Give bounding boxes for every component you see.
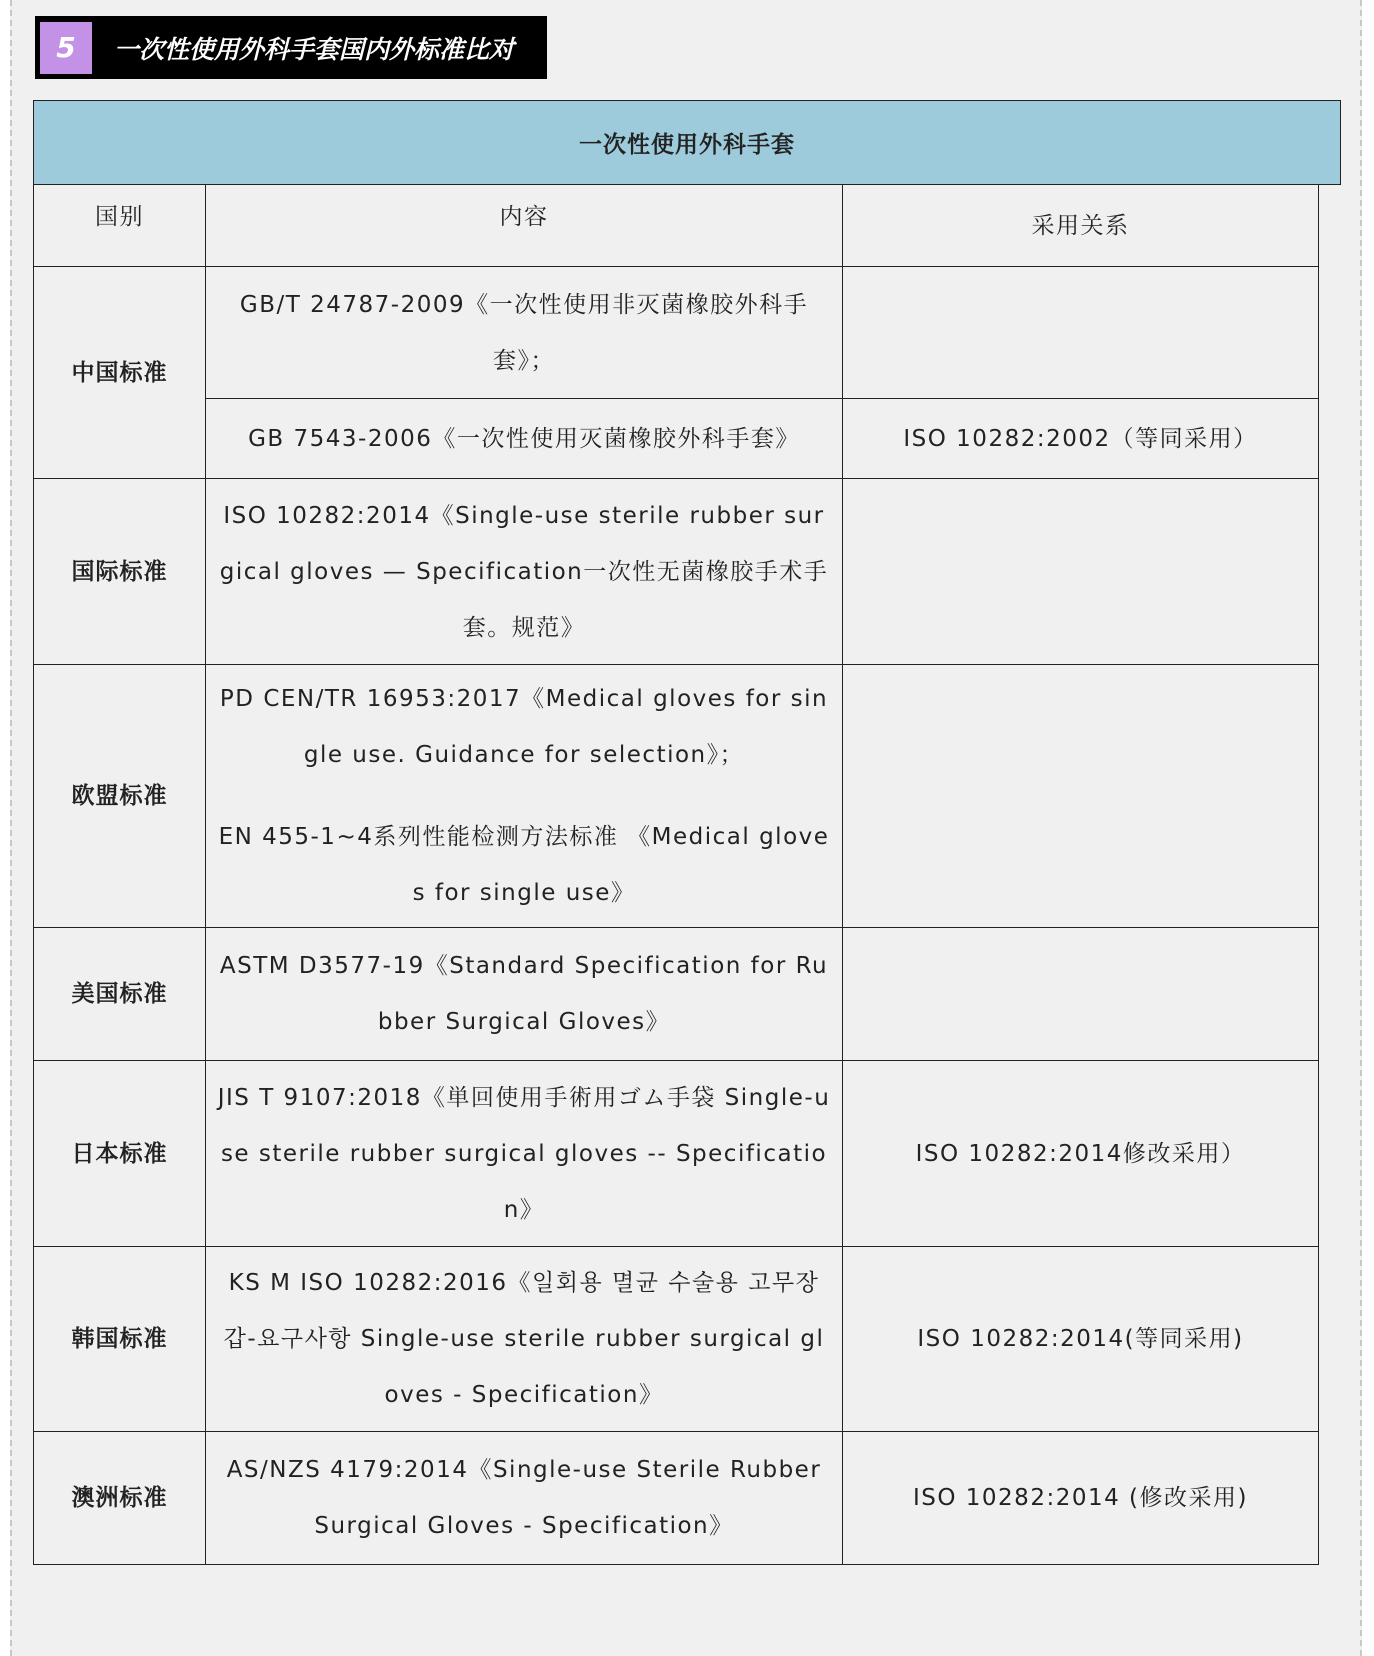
region-cell: 日本标准 bbox=[34, 1061, 206, 1247]
relation-cell bbox=[843, 479, 1319, 665]
region-cell: 欧盟标准 bbox=[34, 665, 206, 928]
header-region: 国别 bbox=[34, 185, 206, 267]
region-cell: 美国标准 bbox=[34, 928, 206, 1061]
header-content: 内容 bbox=[206, 185, 843, 267]
region-cell: 韩国标准 bbox=[34, 1247, 206, 1432]
relation-cell: ISO 10282:2014修改采用） bbox=[843, 1061, 1319, 1247]
table-row bbox=[34, 665, 1319, 928]
table-row bbox=[34, 399, 1319, 479]
table-title: 一次性使用外科手套 bbox=[33, 100, 1341, 185]
content-cell: KS M ISO 10282:2016《일회용 멸균 수술용 고무장갑-요구사항 Single-use sterile rubber surgical gloves - Specification》 bbox=[206, 1247, 843, 1432]
table-row bbox=[34, 1061, 1319, 1247]
content-cell: AS/NZS 4179:2014《Single-use Sterile Rubber Surgical Gloves - Specification》 bbox=[206, 1432, 843, 1565]
table-row bbox=[34, 1247, 1319, 1432]
relation-cell bbox=[843, 665, 1319, 928]
relation-cell: ISO 10282:2014 (修改采用) bbox=[843, 1432, 1319, 1565]
section-title: 一次性使用外科手套国内外标准比对 bbox=[114, 34, 515, 64]
table-row bbox=[34, 267, 1319, 399]
section-header bbox=[35, 16, 547, 79]
content-cell bbox=[206, 665, 843, 928]
content-cell: ISO 10282:2014《Single-use sterile rubber surgical gloves — Specification一次性无菌橡胶手术手套。规范》 bbox=[206, 479, 843, 665]
region-cell: 中国标准 bbox=[34, 267, 206, 479]
content-paragraph: EN 455-1~4系列性能检测方法标准 《Medical gloves for single use》 bbox=[218, 824, 830, 906]
content-cell: GB/T 24787-2009《一次性使用非灭菌橡胶外科手套》； bbox=[206, 267, 843, 399]
relation-cell bbox=[843, 267, 1319, 399]
standards-table bbox=[33, 184, 1319, 1565]
content-cell: JIS T 9107:2018《単回使用手術用ゴム手袋 Single-use sterile rubber surgical gloves -- Specification》 bbox=[206, 1061, 843, 1247]
table-row bbox=[34, 928, 1319, 1061]
region-cell: 澳洲标准 bbox=[34, 1432, 206, 1565]
table-row bbox=[34, 1432, 1319, 1565]
content-cell: ASTM D3577-19《Standard Specification for Rubber Surgical Gloves》 bbox=[206, 928, 843, 1061]
relation-cell: ISO 10282:2002（等同采用） bbox=[843, 399, 1319, 479]
content-cell: GB 7543-2006《一次性使用灭菌橡胶外科手套》 bbox=[206, 399, 843, 479]
table-header-row bbox=[34, 185, 1319, 267]
region-cell: 国际标准 bbox=[34, 479, 206, 665]
content-paragraph: PD CEN/TR 16953:2017《Medical gloves for single use. Guidance for selection》； bbox=[219, 686, 829, 768]
header-relation: 采用关系 bbox=[843, 185, 1319, 267]
section-number-badge: 5 bbox=[40, 22, 92, 74]
table-row bbox=[34, 479, 1319, 665]
relation-cell bbox=[843, 928, 1319, 1061]
relation-cell: ISO 10282:2014(等同采用) bbox=[843, 1247, 1319, 1432]
